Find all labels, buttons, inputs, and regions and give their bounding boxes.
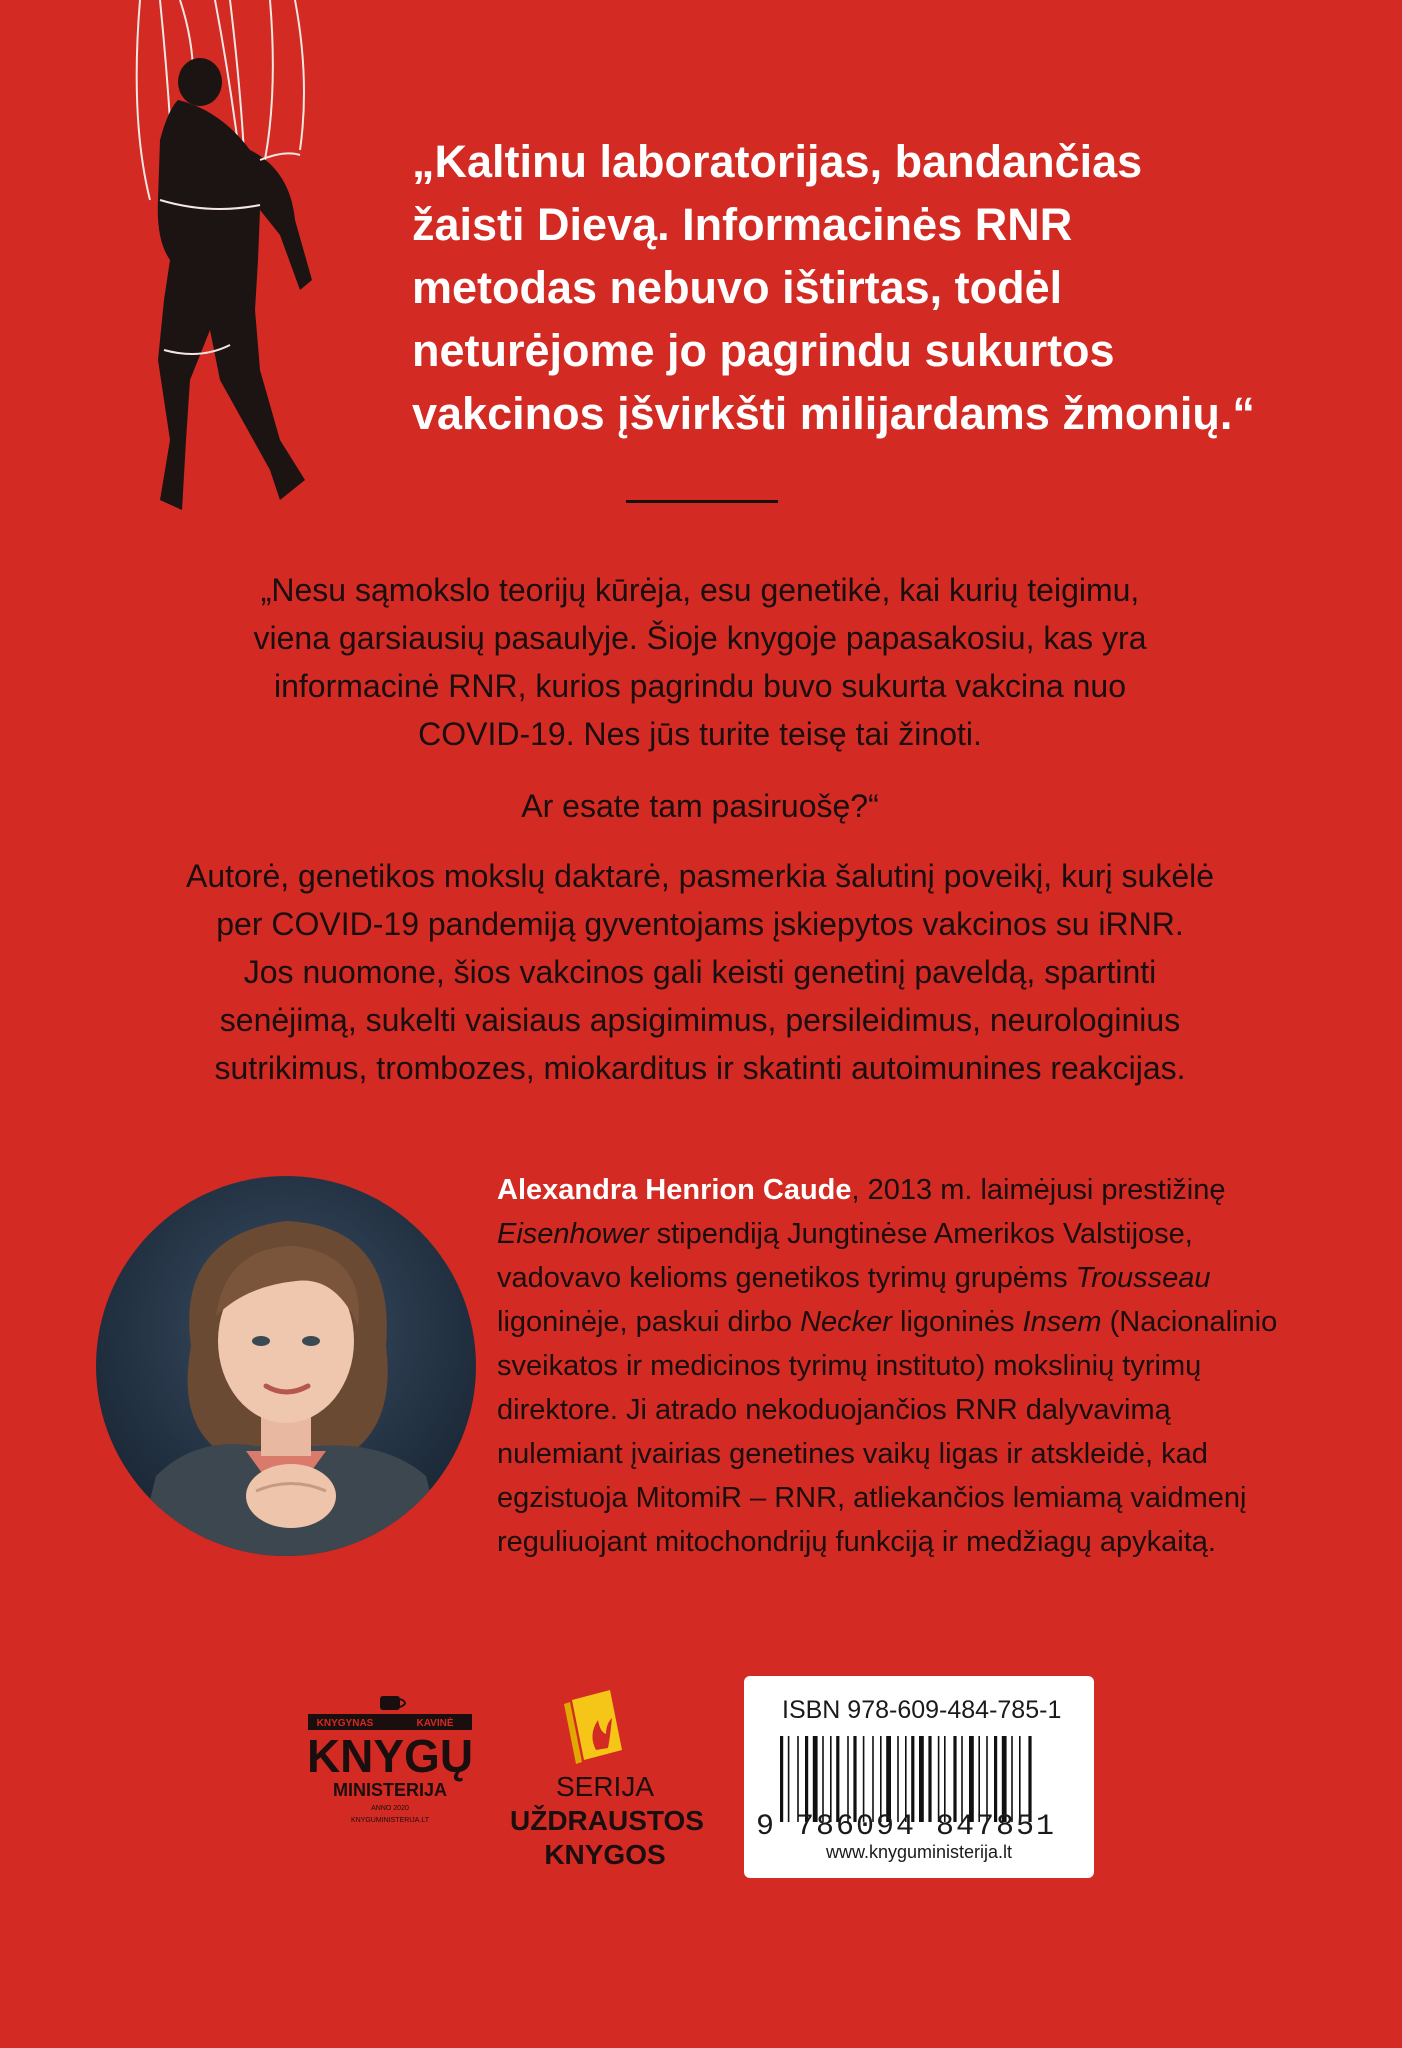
bio-text: vadovavo kelioms genetikos tyrimų grupėms bbox=[497, 1262, 1076, 1294]
series-title-line1: UŽDRAUSTOS bbox=[510, 1805, 704, 1836]
bio-text: ligoninėje, paskui dirbo bbox=[497, 1306, 801, 1338]
logo-arc-right: KAVINĖ bbox=[416, 1718, 454, 1729]
publisher-website: www.knyguministerija.lt bbox=[825, 1842, 1013, 1862]
description-line: Jos nuomone, šios vakcinos gali keisti genetinį paveldą, spartinti bbox=[243, 954, 1157, 990]
cup-icon bbox=[380, 1696, 400, 1710]
bio-text: stipendiją Jungtinėse Amerikos Valstijose, bbox=[648, 1218, 1193, 1250]
logo-main-text: KNYGŲ bbox=[306, 1730, 474, 1782]
bio-line bbox=[497, 1212, 1317, 1256]
bio-line: egzistuoja MitomiR – RNR, atliekančios lemiamą vaidmenį bbox=[497, 1482, 1247, 1514]
author-question-line: Ar esate tam pasiruošę?“ bbox=[521, 788, 879, 824]
burning-book-icon bbox=[564, 1690, 622, 1764]
bio-line bbox=[497, 1168, 1317, 1212]
bio-italic: Trousseau bbox=[1075, 1262, 1211, 1294]
bio-line: direktore. Ji atrado nekoduojančios RNR dalyvavimą bbox=[497, 1394, 1171, 1426]
logo-sub-text: MINISTERIJA bbox=[332, 1780, 448, 1800]
publisher-logo bbox=[300, 1694, 480, 1834]
pull-quote-line: žaisti Dievą. Informacinės RNR bbox=[412, 199, 1073, 250]
logo-url: KNYGUMINISTERIJA.LT bbox=[350, 1817, 430, 1824]
pull-quote-line: vakcinos įšvirkšti milijardams žmonių.“ bbox=[412, 388, 1255, 439]
bio-line: reguliuojant mitochondrijų funkciją ir medžiagų apykaitą. bbox=[497, 1526, 1216, 1558]
bio-text: , 2013 m. laimėjusi prestižinę bbox=[851, 1174, 1226, 1206]
bio-italic: Insem bbox=[1022, 1306, 1102, 1338]
barcode-panel bbox=[744, 1676, 1094, 1878]
description-line: sutrikimus, trombozes, miokarditus ir skatinti autoimunines reakcijas. bbox=[214, 1050, 1186, 1086]
logo-arc-left: KNYGYNAS bbox=[316, 1718, 374, 1729]
author-question bbox=[100, 782, 1300, 830]
book-description bbox=[100, 852, 1300, 1092]
bio-italic: Necker bbox=[800, 1306, 892, 1338]
barcode-digits: 9 786094 847851 bbox=[756, 1810, 1057, 1844]
isbn-text: ISBN 978-609-484-785-1 bbox=[782, 1696, 1062, 1724]
bio-line: nulemiant įvairias genetines vaikų ligas ir atskleidė, kad bbox=[497, 1438, 1208, 1470]
author-portrait bbox=[96, 1176, 476, 1556]
logo-year: ANNO 2020 bbox=[371, 1805, 409, 1812]
divider bbox=[626, 500, 778, 503]
pull-quote bbox=[412, 130, 1312, 445]
pull-quote-line: „Kaltinu laboratorijas, bandančias bbox=[412, 136, 1143, 187]
author-bio bbox=[497, 1168, 1317, 1564]
author-quote-line: COVID-19. Nes jūs turite teisę tai žinoti. bbox=[418, 716, 982, 752]
bio-line bbox=[497, 1300, 1317, 1344]
series-title-line2: KNYGOS bbox=[544, 1839, 666, 1870]
series-label: SERIJA bbox=[555, 1771, 655, 1802]
bio-line bbox=[497, 1256, 1317, 1300]
description-line: Autorė, genetikos mokslų daktarė, pasmerkia šalutinį poveikį, kurį sukėlė bbox=[185, 858, 1215, 894]
description-line: per COVID-19 pandemiją gyventojams įskiepytos vakcinos su iRNR. bbox=[216, 906, 1184, 942]
puppet-illustration bbox=[120, 0, 380, 560]
bio-italic: Eisenhower bbox=[497, 1218, 649, 1250]
author-name: Alexandra Henrion Caude bbox=[497, 1174, 852, 1206]
author-quote-line: „Nesu sąmokslo teorijų kūrėja, esu genetikė, kai kurių teigimu, bbox=[260, 572, 1140, 608]
pull-quote-line: metodas nebuvo ištirtas, todėl bbox=[412, 262, 1063, 313]
series-text bbox=[510, 1770, 704, 1872]
bio-line: sveikatos ir medicinos tyrimų instituto) mokslinių tyrimų bbox=[497, 1350, 1202, 1382]
author-quote-line: viena garsiausių pasaulyje. Šioje knygoje papasakosiu, kas yra bbox=[253, 620, 1147, 656]
author-quote-line: informacinė RNR, kurios pagrindu buvo sukurta vakcina nuo bbox=[274, 668, 1126, 704]
author-quote bbox=[100, 566, 1300, 758]
description-line: senėjimą, sukelti vaisiaus apsigimimus, persileidimus, neurologinius bbox=[219, 1002, 1181, 1038]
pull-quote-line: neturėjome jo pagrindu sukurtos bbox=[412, 325, 1115, 376]
bio-text: (Nacionalinio bbox=[1101, 1306, 1278, 1338]
bio-text: ligoninės bbox=[891, 1306, 1023, 1338]
